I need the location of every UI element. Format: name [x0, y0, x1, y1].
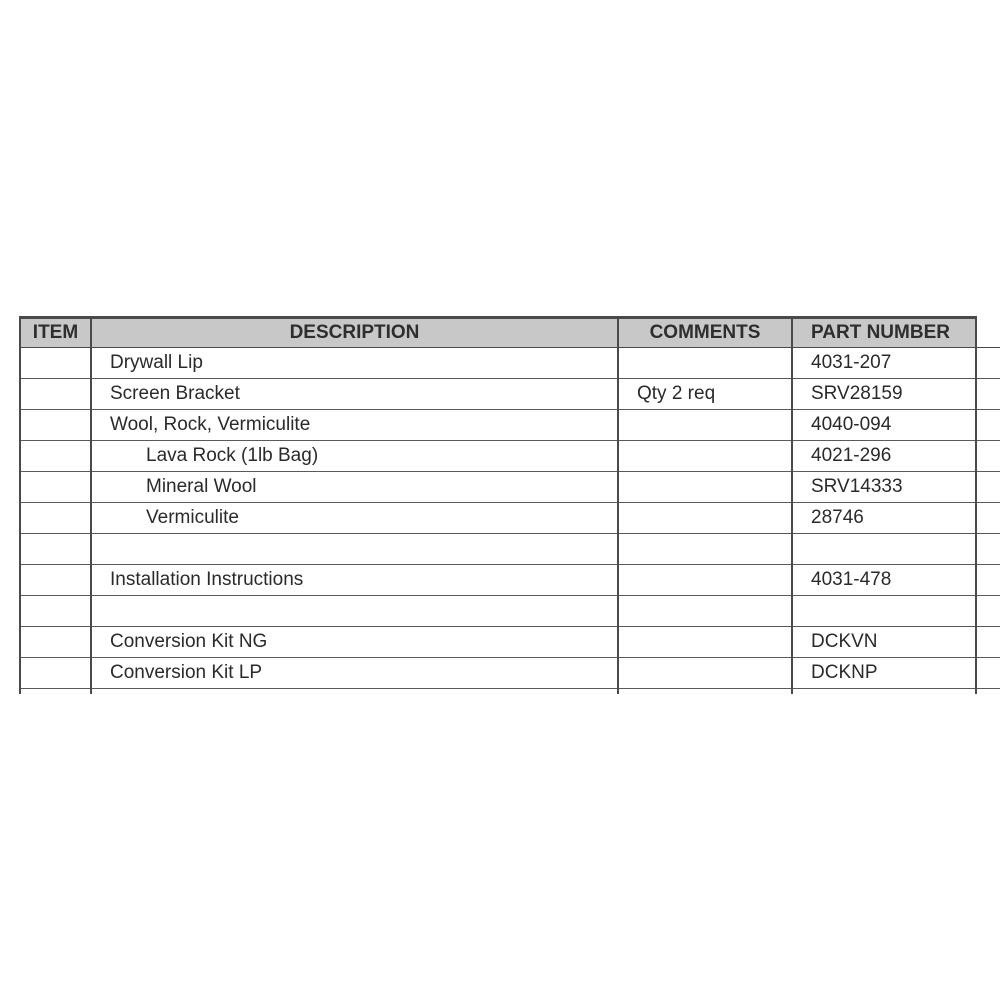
description-cell: Lava Rock (1lb Bag): [91, 441, 618, 472]
part-number-cell: [792, 689, 976, 695]
table-row: [20, 565, 1000, 596]
extra-column-cell: [976, 565, 1000, 596]
part-number-cell: [792, 596, 976, 627]
table-row: [20, 379, 1000, 410]
table-row: [20, 503, 1000, 534]
extra-column-cell: [976, 627, 1000, 658]
description-cell: Wool, Rock, Vermiculite: [91, 410, 618, 441]
comments-cell: [618, 472, 792, 503]
part-number-cell: 4021-296: [792, 441, 976, 472]
header-item: ITEM: [20, 318, 91, 348]
comments-cell: [618, 565, 792, 596]
extra-column-cell: [976, 689, 1000, 695]
extra-column-cell: [976, 410, 1000, 441]
table-row: [20, 689, 1000, 695]
table-row: [20, 596, 1000, 627]
extra-column-cell: [976, 441, 1000, 472]
item-cell: [20, 627, 91, 658]
item-cell: [20, 472, 91, 503]
extra-column-cell: [976, 379, 1000, 410]
description-cell: Vermiculite: [91, 503, 618, 534]
header-description: DESCRIPTION: [91, 318, 618, 348]
table-row: [20, 472, 1000, 503]
extra-column-cell: [976, 472, 1000, 503]
header-part-number: PART NUMBER: [792, 318, 976, 348]
comments-cell: [618, 441, 792, 472]
parts-table: [19, 316, 1000, 694]
table-row: [20, 441, 1000, 472]
item-cell: [20, 534, 91, 565]
description-cell: Installation Instructions: [91, 565, 618, 596]
part-number-cell: 4040-094: [792, 410, 976, 441]
description-cell: Conversion Kit LP: [91, 658, 618, 689]
description-cell: Drywall Lip: [91, 348, 618, 379]
comments-cell: Qty 2 req: [618, 379, 792, 410]
comments-cell: [618, 658, 792, 689]
table-row: [20, 348, 1000, 379]
description-cell: [91, 534, 618, 565]
item-cell: [20, 565, 91, 596]
part-number-cell: SRV14333: [792, 472, 976, 503]
table-row: [20, 410, 1000, 441]
parts-list-sheet: [19, 316, 1000, 694]
header-comments: COMMENTS: [618, 318, 792, 348]
table-body: [20, 348, 1000, 695]
item-cell: [20, 379, 91, 410]
item-cell: [20, 503, 91, 534]
part-number-cell: DCKVN: [792, 627, 976, 658]
comments-cell: [618, 503, 792, 534]
part-number-cell: DCKNP: [792, 658, 976, 689]
header-extra-column: [976, 318, 1000, 348]
description-cell: Conversion Kit NG: [91, 627, 618, 658]
part-number-cell: 4031-478: [792, 565, 976, 596]
extra-column-cell: [976, 534, 1000, 565]
comments-cell: [618, 410, 792, 441]
extra-column-cell: [976, 348, 1000, 379]
item-cell: [20, 441, 91, 472]
description-cell: Screen Bracket: [91, 379, 618, 410]
part-number-cell: SRV28159: [792, 379, 976, 410]
description-cell: Mineral Wool: [91, 472, 618, 503]
item-cell: [20, 596, 91, 627]
table-row: [20, 627, 1000, 658]
extra-column-cell: [976, 658, 1000, 689]
part-number-cell: 4031-207: [792, 348, 976, 379]
comments-cell: [618, 689, 792, 695]
part-number-cell: 28746: [792, 503, 976, 534]
description-cell: [91, 596, 618, 627]
item-cell: [20, 410, 91, 441]
table-row: [20, 534, 1000, 565]
table-row: [20, 658, 1000, 689]
extra-column-cell: [976, 503, 1000, 534]
description-cell: [91, 689, 618, 695]
table-header-row: [20, 318, 1000, 348]
comments-cell: [618, 534, 792, 565]
item-cell: [20, 689, 91, 695]
comments-cell: [618, 596, 792, 627]
item-cell: [20, 348, 91, 379]
comments-cell: [618, 348, 792, 379]
comments-cell: [618, 627, 792, 658]
part-number-cell: [792, 534, 976, 565]
item-cell: [20, 658, 91, 689]
extra-column-cell: [976, 596, 1000, 627]
